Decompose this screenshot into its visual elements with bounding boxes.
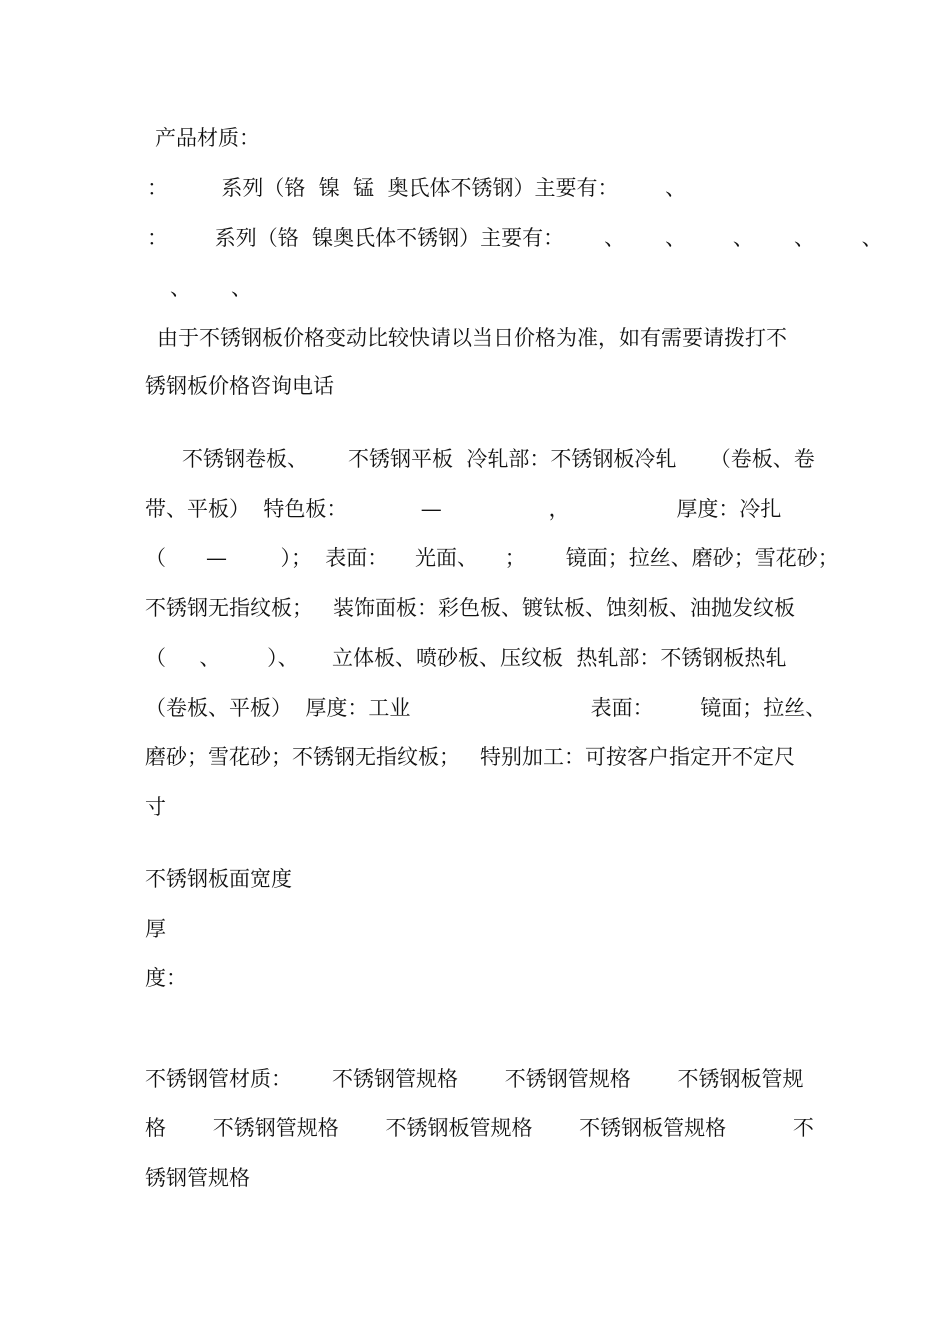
text-line: 度： [145, 966, 187, 990]
text-line: 、 、 [170, 276, 253, 300]
text-line: （卷板、平板） 厚度：工业 表面： 镜面；拉丝、 [145, 696, 827, 720]
text-line: 寸 [145, 795, 166, 819]
text-line: 厚 [145, 917, 166, 941]
text-line: （ — ）； 表面： 光面、 ； 镜面；拉丝、磨砂；雪花砂； [145, 546, 839, 570]
text-line: 不锈钢管材质： 不锈钢管规格 不锈钢管规格 不锈钢板管规 [145, 1067, 804, 1091]
text-line: 带、平板） 特色板： — ， 厚度：冷扎 [145, 497, 782, 521]
text-line: 锈钢管规格 [145, 1166, 250, 1190]
text-line: （ 、 ）、 立体板、喷砂板、压纹板 热轧部：不锈钢板热轧 [145, 646, 787, 670]
text-line: 不锈钢无指纹板； 装饰面板：彩色板、镀钛板、蚀刻板、油抛发纹板 [145, 596, 796, 620]
text-line: 格 不锈钢管规格 不锈钢板管规格 不锈钢板管规格 不 [145, 1116, 814, 1140]
text-line: ： 系列（铬 镍 锰 奥氏体不锈钢）主要有： 、 [147, 176, 687, 200]
text-line: ： 系列（铬 镍奥氏体不锈钢）主要有： 、 、 、 、 、 [147, 226, 883, 250]
text-line: 磨砂；雪花砂；不锈钢无指纹板； 特别加工：可按客户指定开不定尺 [145, 745, 796, 769]
text-line: 不锈钢卷板、 不锈钢平板 冷轧部：不锈钢板冷轧 （卷板、卷 [182, 447, 815, 471]
text-line: 产品材质： [155, 126, 260, 150]
text-line: 由于不锈钢板价格变动比较快请以当日价格为准，如有需要请拨打不 [157, 326, 787, 350]
text-line: 锈钢板价格咨询电话 [145, 374, 334, 398]
text-line: 不锈钢板面宽度 [145, 867, 292, 891]
